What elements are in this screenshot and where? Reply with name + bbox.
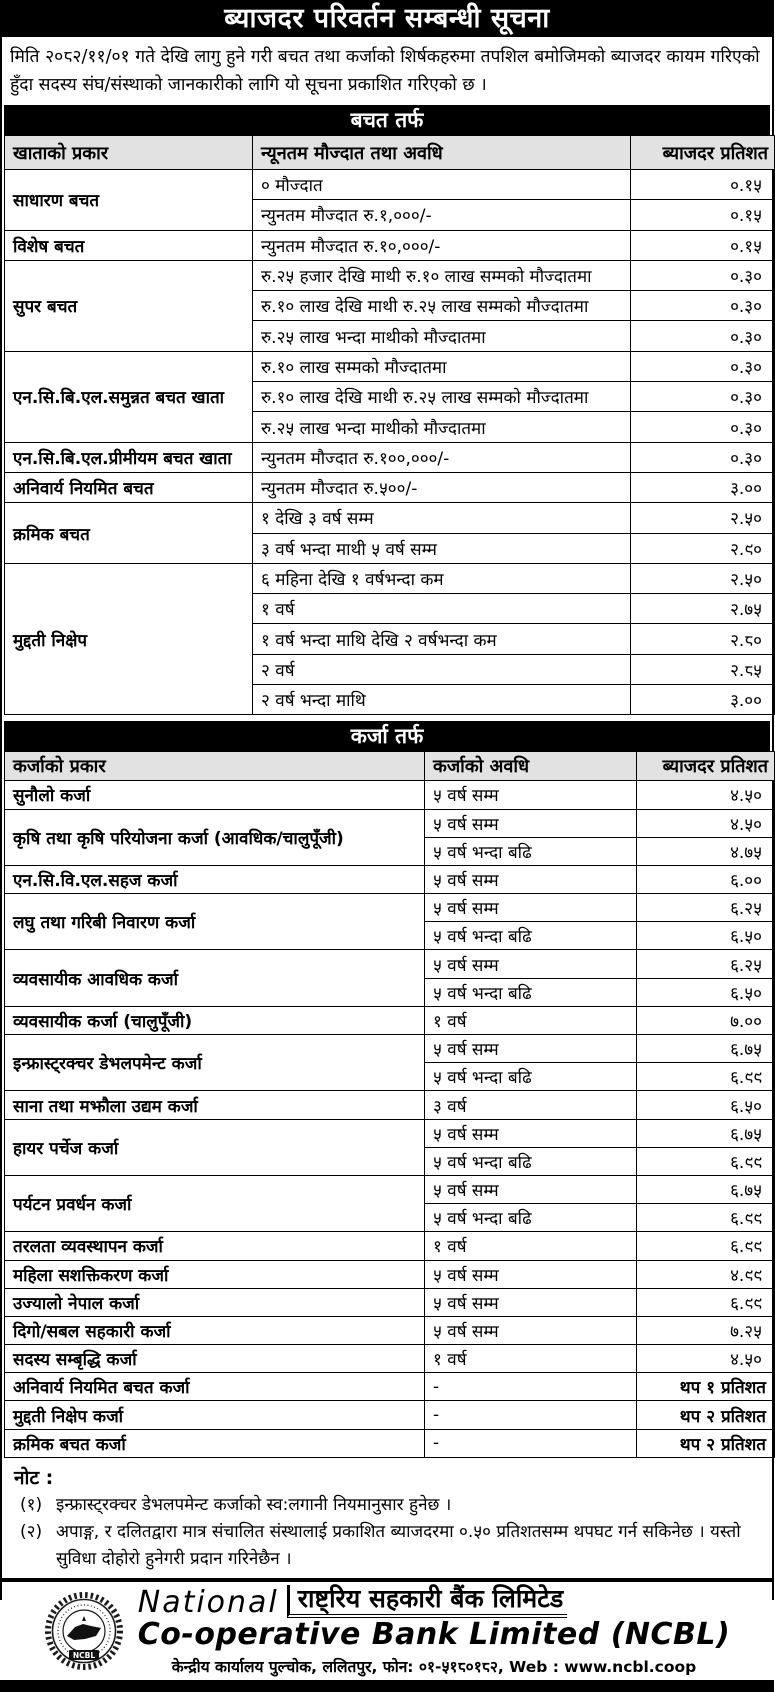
- note-text: अपाङ्ग, र दलितद्वारा मात्र संचालित संस्थालाई प्रकाशित ब्याजदरमा ०.५० प्रतिशतसम्म थपघट गर्न सकिनेछ । यस्तो सुविधा दोहोरो हुनेगरी प्रदान गरिनेछैन ।: [56, 1522, 741, 1569]
- loans-col-rate: ब्याजदर प्रतिशत: [637, 752, 775, 781]
- condition-cell: ५ वर्ष सम्म: [425, 1175, 637, 1203]
- table-row: [5, 1232, 775, 1260]
- bank-name-line1: [138, 1585, 730, 1619]
- loan-type-cell: साना तथा मझौला उद्यम कर्जा: [5, 1091, 425, 1119]
- condition-cell: ५ वर्ष भन्दा बढि: [425, 837, 637, 865]
- condition-cell: ५ वर्ष सम्म: [425, 1316, 637, 1344]
- rate-cell: २.९०: [631, 533, 775, 563]
- table-row: [5, 472, 775, 502]
- table-row: [5, 170, 775, 200]
- condition-cell: ६ महिना देखि १ वर्षभन्दा कम: [253, 563, 631, 593]
- intro-paragraph: मिति २०८२/११/०१ गते देखि लागु हुने गरी बचत तथा कर्जाको शिर्षकहरुमा तपशिल बमोजिमको ब्याजदर कायम गरिएको हुँदा सदस्य संघ/संस्थाको जानकारीको लागि यो सूचना प्रकाशित गरिएको छ ।: [10, 47, 760, 95]
- bank-name-nepali: राष्ट्रिय सहकारी बैंक लिमिटेड: [287, 1585, 567, 1619]
- loan-type-cell: लघु तथा गरिबी निवारण कर्जा: [5, 894, 425, 950]
- rate-cell: २.८५: [631, 654, 775, 684]
- rate-cell: ०.३०: [631, 442, 775, 472]
- table-row: [5, 1429, 775, 1457]
- rate-cell: ६.९९: [637, 1204, 775, 1232]
- rate-cell: ०.१५: [631, 200, 775, 230]
- rate-cell: ६.९९: [637, 1063, 775, 1091]
- loan-type-cell: दिगो/सबल सहकारी कर्जा: [5, 1316, 425, 1344]
- rate-cell: ६.९९: [637, 1232, 775, 1260]
- table-row: [5, 1288, 775, 1316]
- table-row: [5, 563, 775, 593]
- loan-type-cell: मुद्दती निक्षेप कर्जा: [5, 1401, 425, 1429]
- bank-name-national: National: [137, 1584, 279, 1620]
- account-type-cell: एन.सि.बि.एल.प्रीमीयम बचत खाता: [5, 442, 253, 472]
- rate-cell: ४.५०: [637, 781, 775, 809]
- condition-cell: रु.१० लाख सम्मको मौज्दातमा: [253, 351, 631, 381]
- account-type-cell: एन.सि.बि.एल.समुन्नत बचत खाता: [5, 351, 253, 442]
- condition-cell: ५ वर्ष सम्म: [425, 950, 637, 978]
- rate-cell: ६.२५: [637, 894, 775, 922]
- condition-cell: ३ वर्ष भन्दा माथी ५ वर्ष सम्म: [253, 533, 631, 563]
- condition-cell: ५ वर्ष भन्दा बढि: [425, 1063, 637, 1091]
- loan-type-cell: उज्यालो नेपाल कर्जा: [5, 1288, 425, 1316]
- condition-cell: १ वर्ष: [425, 1006, 637, 1034]
- section-title-loans: कर्जा तर्फ: [4, 721, 770, 751]
- rate-cell: ७.००: [637, 1006, 775, 1034]
- loan-type-cell: हायर पर्चेज कर्जा: [5, 1119, 425, 1175]
- condition-cell: ५ वर्ष भन्दा बढि: [425, 978, 637, 1006]
- table-row: [5, 894, 775, 922]
- rate-cell: ०.३०: [631, 382, 775, 412]
- notes-label: नोट :: [14, 1466, 54, 1489]
- table-row: [5, 865, 775, 893]
- condition-cell: रु.२५ लाख भन्दा माथीको मौज्दातमा: [253, 412, 631, 442]
- condition-cell: ५ वर्ष सम्म: [425, 809, 637, 837]
- note-text: इन्फ्रास्ट्रक्चर डेभलपमेन्ट कर्जाको स्व:लगानी नियमानुसार हुनेछ ।: [56, 1494, 452, 1515]
- condition-cell: १ वर्ष भन्दा माथि देखि २ वर्षभन्दा कम: [253, 624, 631, 654]
- rate-cell: ६.५०: [637, 922, 775, 950]
- rate-cell: २.७५: [631, 594, 775, 624]
- condition-cell: ५ वर्ष भन्दा बढि: [425, 1204, 637, 1232]
- rate-cell: ०.१५: [631, 170, 775, 200]
- condition-cell: न्युनतम मौज्दात रु.१०,०००/-: [253, 230, 631, 260]
- account-type-cell: विशेष बचत: [5, 230, 253, 260]
- table-row: [5, 1260, 775, 1288]
- rate-cell: ३.००: [631, 685, 775, 715]
- condition-cell: ५ वर्ष सम्म: [425, 894, 637, 922]
- loan-type-cell: पर्यटन प्रवर्धन कर्जा: [5, 1175, 425, 1231]
- loans-col-duration: कर्जाको अवधि: [425, 752, 637, 781]
- condition-cell: रु.२५ लाख भन्दा माथीको मौज्दातमा: [253, 321, 631, 351]
- bank-name-english-text: Co-operative Bank Limited: [137, 1617, 600, 1653]
- condition-cell: ५ वर्ष सम्म: [425, 1288, 637, 1316]
- account-type-cell: अनिवार्य नियमित बचत: [5, 472, 253, 502]
- rate-cell: ४.५०: [637, 809, 775, 837]
- loan-type-cell: व्यवसायीक आवधिक कर्जा: [5, 950, 425, 1006]
- table-row: [5, 1119, 775, 1147]
- condition-cell: न्युनतम मौज्दात रु.१००,०००/-: [253, 442, 631, 472]
- condition-cell: ५ वर्ष सम्म: [425, 865, 637, 893]
- rate-cell: ६.५०: [637, 1091, 775, 1119]
- condition-cell: -: [425, 1373, 637, 1401]
- rate-cell: ३.००: [631, 472, 775, 502]
- condition-cell: ५ वर्ष सम्म: [425, 781, 637, 809]
- savings-col-account-type: खाताको प्रकार: [5, 136, 253, 170]
- bank-name-block: [138, 1585, 730, 1677]
- table-row: [5, 503, 775, 533]
- rate-cell: ६.७५: [637, 1035, 775, 1063]
- account-type-cell: मुद्दती निक्षेप: [5, 563, 253, 714]
- footer: [2, 1582, 772, 1678]
- note-item: [14, 1492, 762, 1518]
- loans-rates-table: [4, 751, 775, 1458]
- condition-cell: न्युनतम मौज्दात रु.५००/-: [253, 472, 631, 502]
- account-type-cell: क्रमिक बचत: [5, 503, 253, 564]
- rate-cell: ०.३०: [631, 260, 775, 290]
- rate-cell: ०.३०: [631, 412, 775, 442]
- condition-cell: ५ वर्ष सम्म: [425, 1119, 637, 1147]
- savings-col-min-balance: न्यूनतम मौज्दात तथा अवधि: [253, 136, 631, 170]
- table-row: [5, 1175, 775, 1203]
- rate-cell: २.५०: [631, 563, 775, 593]
- table-row: [5, 1316, 775, 1344]
- condition-cell: ५ वर्ष भन्दा बढि: [425, 922, 637, 950]
- rate-cell: ६.२५: [637, 950, 775, 978]
- loan-type-cell: कृषि तथा कृषि परियोजना कर्जा (आवधिक/चालुपूँजी): [5, 809, 425, 865]
- savings-header-row: [5, 136, 775, 170]
- rate-cell: ४.९९: [637, 1260, 775, 1288]
- rate-cell: ६.९९: [637, 1288, 775, 1316]
- table-row: [5, 351, 775, 381]
- table-row: [5, 442, 775, 472]
- rate-cell: २.८०: [631, 624, 775, 654]
- loan-type-cell: एन.सि.वि.एल.सहज कर्जा: [5, 865, 425, 893]
- loan-type-cell: क्रमिक बचत कर्जा: [5, 1429, 425, 1457]
- bank-name-abbr: (NCBL): [610, 1617, 731, 1653]
- rate-cell: ०.३०: [631, 291, 775, 321]
- notes-section: [2, 1458, 772, 1572]
- loan-type-cell: अनिवार्य नियमित बचत कर्जा: [5, 1373, 425, 1401]
- rate-cell: ०.३०: [631, 351, 775, 381]
- table-row: [5, 1035, 775, 1063]
- loans-col-loan-type: कर्जाको प्रकार: [5, 752, 425, 781]
- condition-cell: १ वर्ष: [425, 1232, 637, 1260]
- table-row: [5, 1345, 775, 1373]
- bank-name-english: [138, 1618, 730, 1653]
- condition-cell: -: [425, 1401, 637, 1429]
- condition-cell: २ वर्ष भन्दा माथि: [253, 685, 631, 715]
- savings-col-rate: ब्याजदर प्रतिशत: [631, 136, 775, 170]
- condition-cell: रु.१० लाख देखि माथी रु.२५ लाख सम्मको मौज्दातमा: [253, 291, 631, 321]
- rate-cell: थप २ प्रतिशत: [637, 1401, 775, 1429]
- table-row: [5, 230, 775, 260]
- loan-type-cell: तरलता व्यवस्थापन कर्जा: [5, 1232, 425, 1260]
- condition-cell: ५ वर्ष सम्म: [425, 1260, 637, 1288]
- account-type-cell: सुपर बचत: [5, 260, 253, 351]
- condition-cell: १ वर्ष: [253, 594, 631, 624]
- note-number: (१): [20, 1494, 43, 1515]
- rate-cell: थप १ प्रतिशत: [637, 1373, 775, 1401]
- table-row: [5, 809, 775, 837]
- bank-address: केन्द्रीय कार्यालय पुल्चोक, ललितपुर, फोन: ०१-५१८०१८२, Web : www.ncbl.coop: [171, 1657, 697, 1676]
- rate-cell: ६.९९: [637, 1147, 775, 1175]
- svg-text:NCBL: NCBL: [72, 1650, 95, 1660]
- loan-type-cell: सदस्य सम्बृद्धि कर्जा: [5, 1345, 425, 1373]
- loan-type-cell: इन्फ्रास्ट्रक्चर डेभलपमेन्ट कर्जा: [5, 1035, 425, 1091]
- loan-type-cell: सुनौलो कर्जा: [5, 781, 425, 809]
- condition-cell: १ वर्ष: [425, 1345, 637, 1373]
- rate-cell: ६.००: [637, 865, 775, 893]
- rate-cell: ६.७५: [637, 1175, 775, 1203]
- page-title: ब्याजदर परिवर्तन सम्बन्धी सूचना: [2, 0, 772, 37]
- condition-cell: ५ वर्ष भन्दा बढि: [425, 1147, 637, 1175]
- condition-cell: रु.१० लाख देखि माथी रु.२५ लाख सम्मको मौज्दातमा: [253, 382, 631, 412]
- table-row: [5, 1373, 775, 1401]
- table-row: [5, 1401, 775, 1429]
- rate-cell: ०.१५: [631, 230, 775, 260]
- table-row: [5, 260, 775, 290]
- note-number: (२): [20, 1522, 43, 1543]
- table-row: [5, 950, 775, 978]
- table-row: [5, 1091, 775, 1119]
- table-row: [5, 781, 775, 809]
- condition-cell: -: [425, 1429, 637, 1457]
- rate-cell: ४.७५: [637, 837, 775, 865]
- notes-list: [14, 1492, 762, 1572]
- rate-cell: ०.३०: [631, 321, 775, 351]
- loan-type-cell: व्यवसायीक कर्जा (चालुपूँजी): [5, 1006, 425, 1034]
- account-type-cell: साधारण बचत: [5, 170, 253, 231]
- condition-cell: रु.२५ हजार देखि माथी रु.१० लाख सम्मको मौज्दातमा: [253, 260, 631, 290]
- condition-cell: ३ वर्ष: [425, 1091, 637, 1119]
- condition-cell: २ वर्ष: [253, 654, 631, 684]
- table-row: [5, 1006, 775, 1034]
- loan-type-cell: महिला सशक्तिकरण कर्जा: [5, 1260, 425, 1288]
- rate-cell: ७.२५: [637, 1316, 775, 1344]
- condition-cell: ० मौज्दात: [253, 170, 631, 200]
- loans-header-row: [5, 752, 775, 781]
- rate-cell: २.५०: [631, 503, 775, 533]
- savings-rates-table: [4, 135, 775, 715]
- ncbl-logo-icon: [44, 1591, 124, 1671]
- condition-cell: १ देखि ३ वर्ष सम्म: [253, 503, 631, 533]
- bottom-border-bar: [0, 1680, 774, 1692]
- note-item: [14, 1519, 762, 1572]
- rate-cell: ६.७५: [637, 1119, 775, 1147]
- condition-cell: न्युनतम मौज्दात रु.१,०००/-: [253, 200, 631, 230]
- section-title-savings: बचत तर्फ: [4, 105, 770, 135]
- rate-cell: ६.५०: [637, 978, 775, 1006]
- rate-cell: थप २ प्रतिशत: [637, 1429, 775, 1457]
- rate-cell: ४.५०: [637, 1345, 775, 1373]
- condition-cell: ५ वर्ष सम्म: [425, 1035, 637, 1063]
